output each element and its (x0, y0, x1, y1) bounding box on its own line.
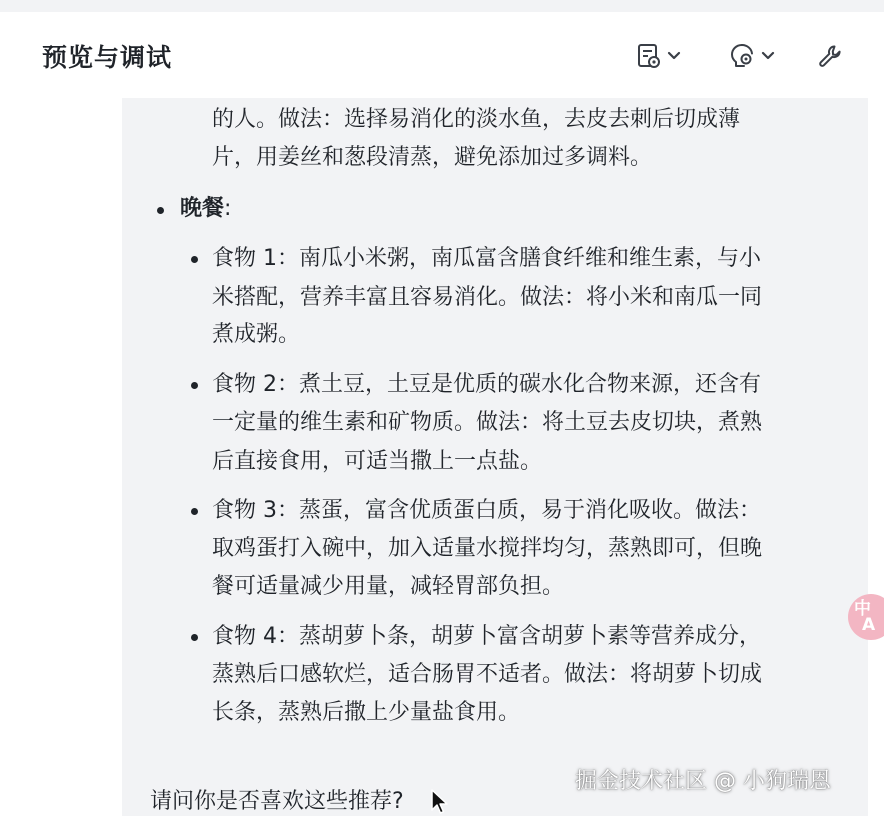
list-item-line: 米搭配，营养丰富且容易消化。做法：将小米和南瓜一同 (212, 285, 763, 310)
bulb-settings-dropdown[interactable] (728, 40, 776, 72)
list-item-line: 煮成粥。 (212, 322, 301, 347)
doc-settings-dropdown[interactable] (636, 40, 682, 72)
wrench-icon (816, 42, 844, 70)
list-item-line: 食物 4：蒸胡萝卜条，胡萝卜富含胡萝卜素等营养成分， (212, 624, 761, 649)
message-line: 片，用姜丝和葱段清蒸，避免添加过多调料。 (212, 145, 653, 170)
list-item-line: 后直接食用，可适当撒上一点盐。 (212, 449, 543, 474)
list-item-line: 取鸡蛋打入碗中，加入适量水搅拌均匀，蒸熟即可，但晚 (212, 536, 763, 561)
list-item-line: 餐可适量减少用量，减轻胃部负担。 (212, 574, 565, 599)
chevron-down-icon (666, 50, 682, 62)
mouse-cursor-icon (430, 788, 450, 820)
dinner-heading (180, 190, 231, 228)
list-item-line: 蒸熟后口感软烂，适合肠胃不适者。做法：将胡萝卜切成 (212, 662, 763, 687)
list-item-line: 食物 2：煮土豆，土豆是优质的碳水化合物来源，还含有 (212, 372, 761, 397)
translate-badge-bottom: A (862, 615, 876, 635)
chevron-down-icon (760, 50, 776, 62)
panel-header (0, 12, 884, 98)
list-item-line: 长条，蒸熟后撒上少量盐食用。 (212, 700, 521, 725)
chat-message-panel (122, 98, 868, 816)
bulb-settings-icon (728, 42, 756, 70)
doc-settings-icon (636, 42, 662, 70)
watermark: 掘金技术社区 @ 小狗瑞恩 (575, 769, 831, 794)
page-title: 预览与调试 (42, 43, 173, 72)
bullet-dot (191, 508, 198, 515)
bullet-dot (191, 382, 198, 389)
bullet-dot (191, 634, 198, 641)
dinner-label: 晚餐 (180, 196, 225, 221)
list-item-line: 一定量的维生素和矿物质。做法：将土豆去皮切块，煮熟 (212, 410, 763, 435)
dinner-colon: : (224, 196, 232, 221)
follow-up-question: 请问你是否喜欢这些推荐? (150, 789, 404, 814)
wrench-button[interactable] (816, 40, 844, 72)
list-item-line: 食物 3：蒸蛋，富含优质蛋白质，易于消化吸收。做法： (212, 498, 761, 523)
list-item-line: 食物 1：南瓜小米粥，南瓜富含膳食纤维和维生素，与小 (212, 246, 761, 271)
translate-badge-top: 中 (854, 599, 871, 619)
bullet-dot (191, 256, 198, 263)
message-line: 的人。做法：选择易消化的淡水鱼，去皮去刺后切成薄 (212, 107, 741, 132)
bullet-dot (157, 207, 164, 214)
